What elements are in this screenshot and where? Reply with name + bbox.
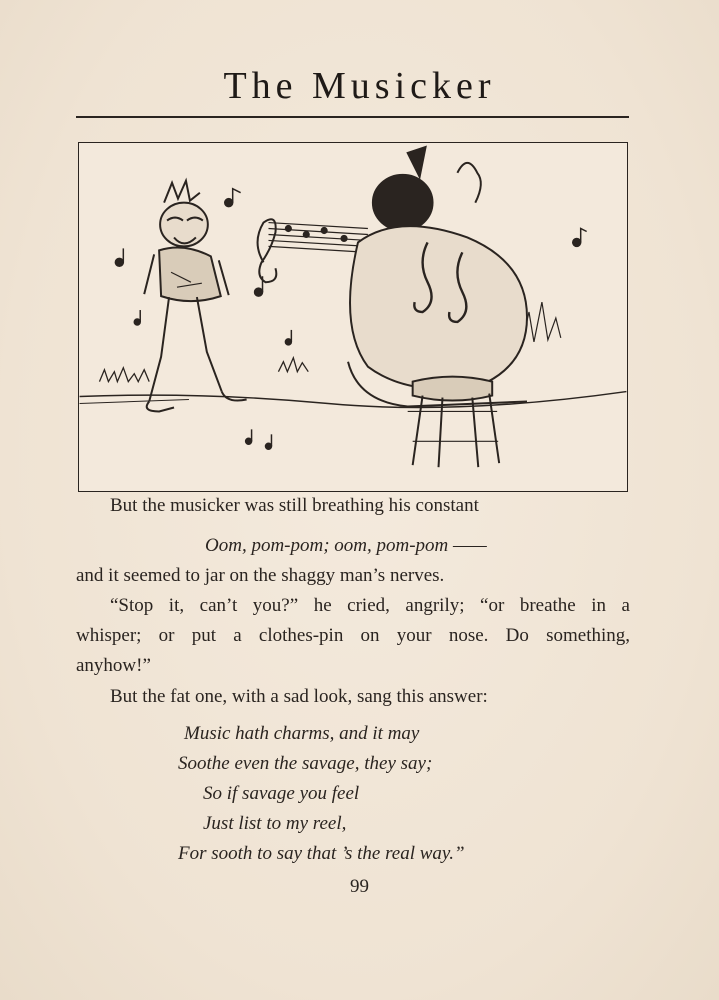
page-number: 99: [350, 876, 369, 897]
illustration-drawing: [79, 143, 627, 491]
illustration: [78, 142, 628, 492]
verse-line: Just list to my reel,: [203, 813, 347, 834]
header-rule: [76, 116, 629, 118]
paragraph-line: whisper; or put a clothes-pin on your nose. Do something,: [76, 625, 630, 646]
page-title: The Musicker: [223, 65, 496, 107]
paragraph-line: But the musicker was still breathing his constant: [110, 495, 479, 516]
paragraph-line: But the fat one, with a sad look, sang this answer:: [110, 686, 488, 707]
chant-line: Oom, pom-pom; oom, pom-pom ——: [205, 535, 487, 556]
paragraph-line: “Stop it, can’t you?” he cried, angrily; “or breathe in a: [110, 595, 630, 616]
paragraph-line: and it seemed to jar on the shaggy man’s nerves.: [76, 565, 445, 586]
verse-line: Music hath charms, and it may: [184, 723, 420, 744]
shaggy-man-figure: [144, 181, 246, 412]
verse-line: So if savage you feel: [203, 783, 360, 804]
verse-line: For sooth to say that ’s the real way.”: [178, 843, 465, 864]
verse-line: Soothe even the savage, they say;: [178, 753, 433, 774]
paragraph-line: anyhow!”: [76, 655, 151, 676]
musicker-figure: [348, 147, 527, 467]
